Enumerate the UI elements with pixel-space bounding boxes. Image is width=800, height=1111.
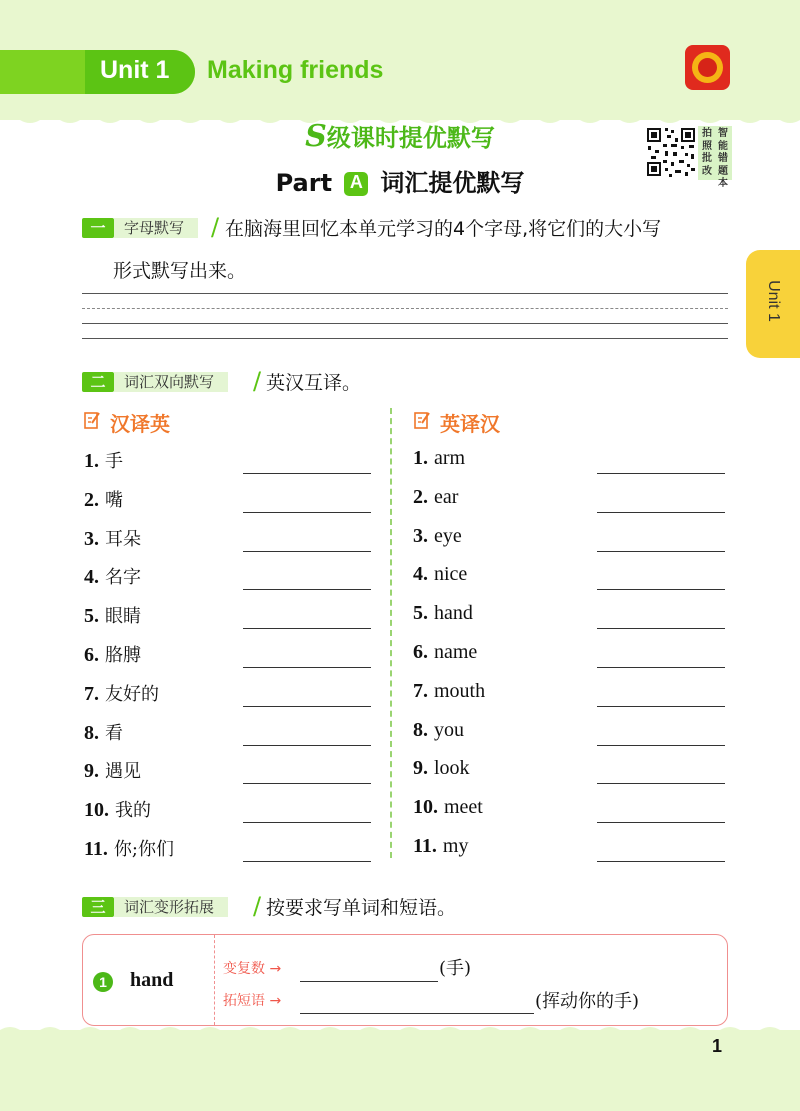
answer-blank[interactable] — [243, 706, 371, 707]
vocab-word: you — [434, 718, 464, 741]
answer-blank[interactable] — [597, 551, 725, 552]
vocab-number: 1. — [84, 450, 99, 472]
qr-caption: 智能错题本 拍照批改 — [698, 126, 732, 180]
section-label: 词汇变形拓展 — [114, 897, 228, 917]
answer-blank[interactable] — [243, 512, 371, 513]
vocab-word: name — [434, 641, 478, 663]
vocab-word: 遇见 — [105, 761, 141, 783]
answer-blank[interactable] — [243, 628, 371, 629]
answer-blank[interactable] — [597, 589, 725, 590]
section-instruction: 在脑海里回忆本单元学习的4个字母,将它们的大小写 — [225, 218, 662, 240]
vocab-number: 6. — [413, 641, 428, 663]
vocab-item — [84, 563, 141, 589]
answer-blank[interactable] — [243, 822, 371, 823]
vocab-word: 名字 — [105, 567, 141, 589]
vocab-number: 10. — [413, 796, 438, 819]
vocab-word: arm — [434, 447, 466, 469]
section-label: 词汇双向默写 — [114, 372, 228, 392]
answer-blank[interactable] — [597, 667, 725, 668]
answer-blank[interactable] — [243, 473, 371, 474]
answer-blank[interactable] — [597, 512, 725, 513]
vocab-item — [84, 796, 151, 822]
answer-blank[interactable] — [597, 783, 725, 784]
vocab-word: ear — [434, 485, 459, 508]
section-label: 字母默写 — [114, 218, 198, 238]
section-instruction-cont: 形式默写出来。 — [113, 260, 247, 282]
vocab-word: 胳膊 — [105, 645, 141, 666]
vocab-word: nice — [434, 563, 468, 586]
plural-hint-label: 变复数 → — [223, 961, 282, 977]
footer-background — [0, 1030, 800, 1111]
vocab-item — [84, 447, 123, 473]
vocab-number: 1. — [413, 447, 428, 469]
pencil-note-icon — [414, 411, 431, 429]
vocab-item — [84, 602, 141, 628]
vocab-item — [84, 680, 159, 706]
vocab-number: 11. — [413, 835, 437, 857]
answer-blank[interactable] — [597, 473, 725, 474]
writing-line[interactable] — [82, 293, 728, 294]
phrase-hint-label: 拓短语 → — [223, 993, 282, 1009]
column-divider — [390, 408, 392, 858]
writing-line[interactable] — [82, 308, 728, 309]
part-title: Part A 词汇提优默写 — [275, 169, 525, 197]
vocab-word: meet — [444, 796, 483, 819]
answer-blank[interactable] — [243, 745, 371, 746]
base-word: hand — [130, 969, 174, 991]
vocab-item — [413, 719, 464, 742]
vocab-word: 友好的 — [105, 683, 159, 705]
unit-title: Making friends — [207, 56, 384, 84]
section-instruction: 按要求写单词和短语。 — [266, 897, 457, 919]
vocab-word: 我的 — [115, 800, 151, 822]
vocab-item — [413, 563, 467, 586]
vocab-word: 看 — [105, 722, 123, 744]
vocab-number: 8. — [84, 721, 99, 744]
vocab-item — [413, 796, 483, 819]
pencil-note-icon — [84, 411, 101, 429]
part-badge: A — [344, 172, 368, 196]
vocab-item — [413, 680, 485, 703]
answer-blank[interactable] — [243, 861, 371, 862]
english-to-chinese-heading: 英译汉 — [440, 412, 500, 436]
word-expansion-box — [82, 934, 728, 1026]
writing-line[interactable] — [82, 338, 728, 339]
page-number: 1 — [712, 1036, 723, 1056]
vocab-item — [413, 602, 473, 625]
vocab-word: eye — [434, 524, 462, 547]
vocab-word: mouth — [434, 679, 486, 702]
answer-blank[interactable] — [243, 783, 371, 784]
answer-blank[interactable] — [243, 551, 371, 552]
vocab-word: look — [434, 757, 470, 780]
phrase-answer-blank[interactable] — [300, 1013, 534, 1014]
answer-blank[interactable] — [243, 589, 371, 590]
vocab-number: 3. — [413, 524, 428, 547]
vocab-number: 4. — [413, 563, 428, 586]
vocab-word: 你;你们 — [113, 839, 174, 860]
vocab-number: 9. — [84, 760, 99, 783]
answer-blank[interactable] — [597, 706, 725, 707]
item-number-badge: 1 — [93, 972, 113, 992]
answer-blank[interactable] — [597, 745, 725, 746]
answer-blank[interactable] — [597, 861, 725, 862]
vocab-number: 7. — [84, 682, 99, 705]
vocab-number: 10. — [84, 799, 109, 822]
unit-side-tab[interactable]: Unit 1 — [746, 250, 800, 358]
answer-blank[interactable] — [597, 628, 725, 629]
vocab-word: 手 — [105, 451, 123, 472]
vocab-item — [84, 835, 174, 861]
section-instruction: 英汉互译。 — [266, 372, 362, 394]
vocab-number: 5. — [84, 605, 99, 628]
vocab-word: hand — [434, 602, 473, 625]
vocab-item — [84, 486, 123, 512]
vocab-item — [84, 757, 141, 783]
answer-blank[interactable] — [243, 667, 371, 668]
vocab-number: 8. — [413, 718, 428, 741]
vocab-number: 6. — [84, 644, 99, 666]
vocab-item — [413, 835, 468, 858]
vocab-item — [413, 447, 465, 470]
vocab-number: 5. — [413, 602, 428, 625]
section-2-header: 二 词汇双向默写 / 英汉互译。 — [80, 368, 400, 398]
unit-number: Unit 1 — [100, 56, 170, 84]
vocab-word: my — [442, 835, 469, 857]
answer-blank[interactable] — [597, 822, 725, 823]
chinese-to-english-heading: 汉译英 — [110, 412, 170, 436]
vocab-number: 2. — [413, 485, 428, 508]
vocab-number: 7. — [413, 679, 428, 702]
vocab-number: 9. — [413, 757, 428, 780]
unit-banner — [0, 50, 420, 94]
phrase-hint-meaning: (挥动你的手) — [535, 991, 640, 1012]
vocab-word: 眼睛 — [105, 606, 141, 628]
vocab-item — [84, 641, 141, 667]
vocab-number: 2. — [84, 488, 99, 511]
vocab-item — [84, 525, 141, 551]
qr-code-icon[interactable] — [645, 126, 697, 178]
section-number: 三 — [82, 897, 114, 917]
publisher-logo-icon — [685, 45, 730, 90]
vocab-item — [413, 486, 458, 509]
vocab-word: 嘴 — [105, 489, 123, 511]
plural-hint-meaning: (手) — [439, 958, 472, 979]
section-title: S级课时提优默写 — [305, 119, 495, 154]
vocab-number: 4. — [84, 566, 99, 589]
plural-answer-blank[interactable] — [300, 981, 438, 982]
section-number: 二 — [82, 372, 114, 392]
vocab-number: 11. — [84, 838, 108, 860]
vocab-item — [413, 757, 470, 780]
vocab-number: 3. — [84, 527, 99, 550]
section-number: 一 — [82, 218, 114, 238]
vocab-item — [84, 719, 123, 745]
vocab-item — [413, 525, 462, 548]
vocab-word: 耳朵 — [105, 528, 141, 550]
writing-line[interactable] — [82, 323, 728, 324]
vocab-item — [413, 641, 477, 664]
section-3-header: 三 词汇变形拓展 / 按要求写单词和短语。 — [80, 893, 500, 923]
section-1-header: 一 字母默写 / 在脑海里回忆本单元学习的4个字母,将它们的大小写 — [80, 214, 740, 244]
